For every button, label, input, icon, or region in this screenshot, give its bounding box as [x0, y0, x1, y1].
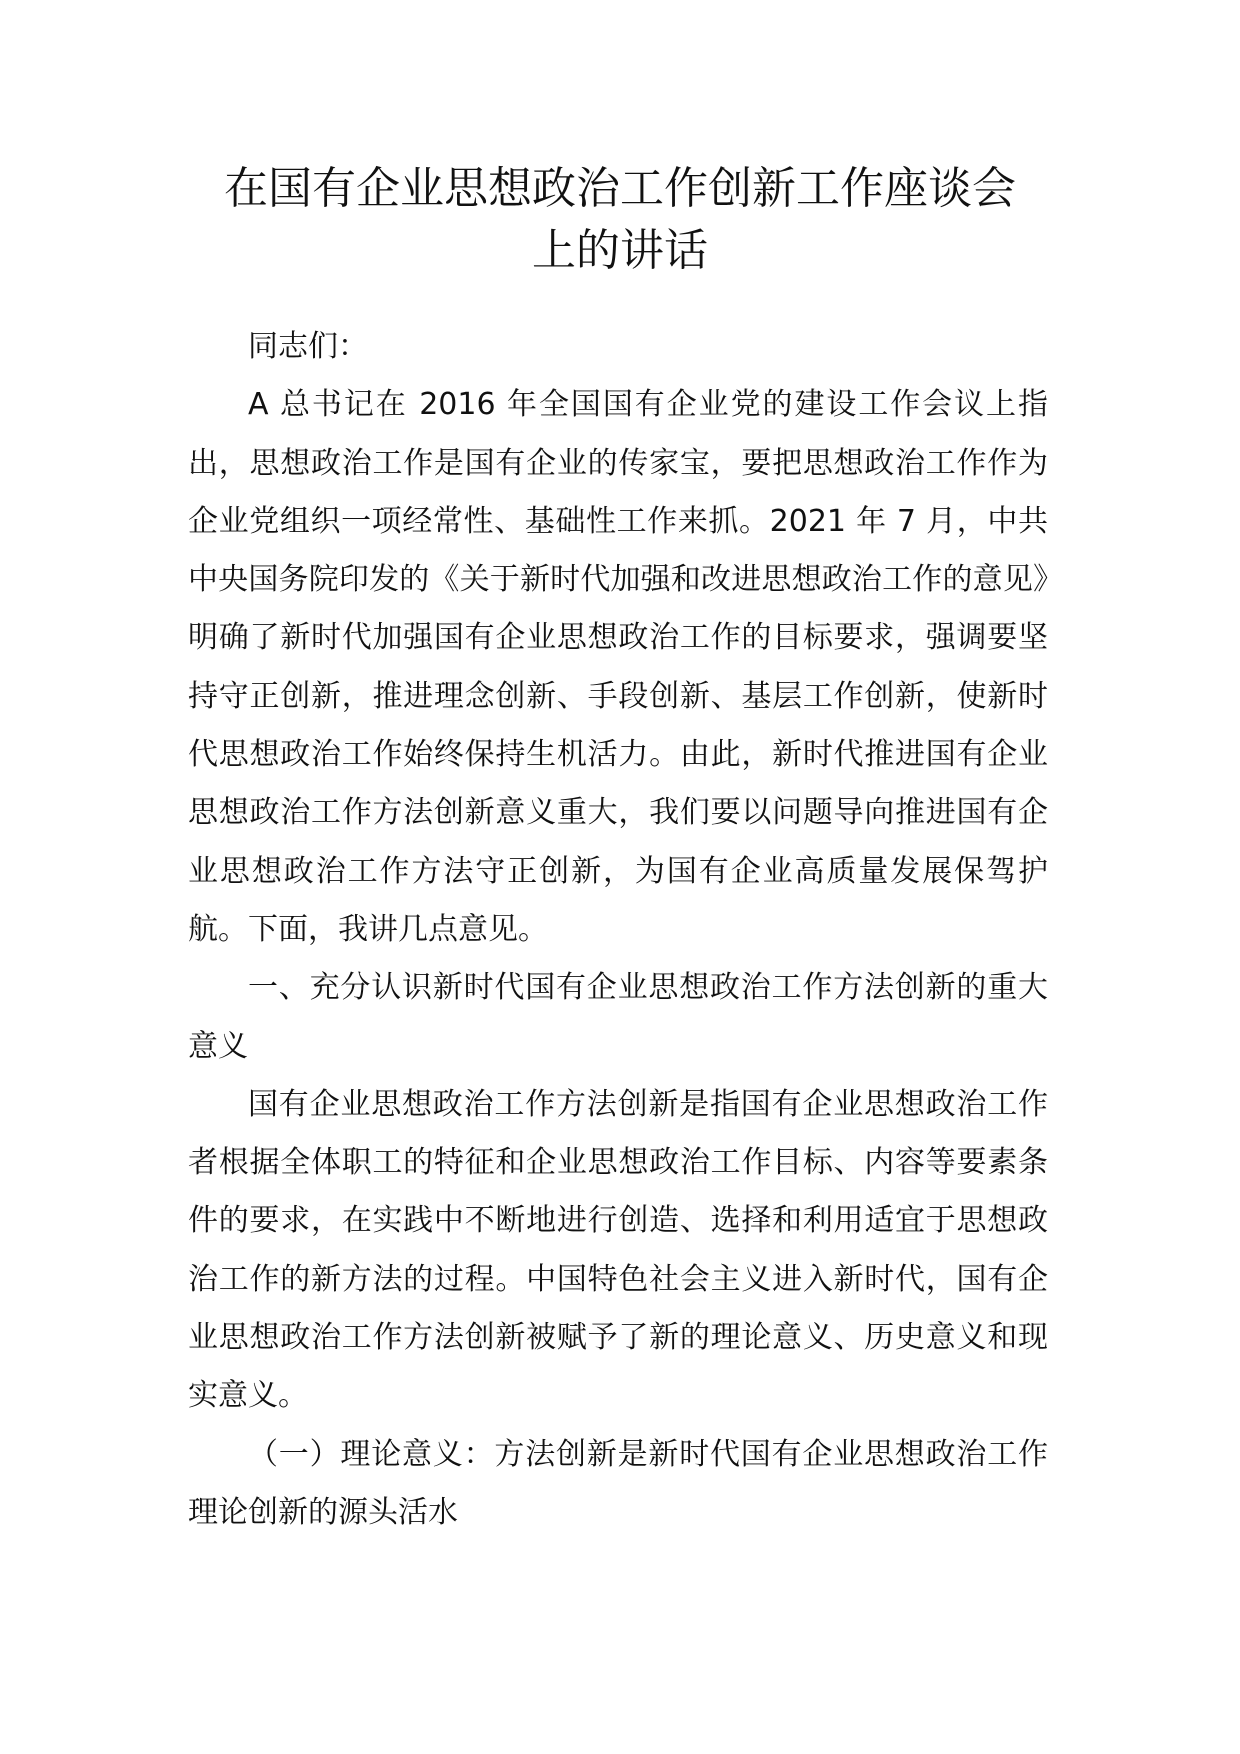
title-line-2: 上的讲话 — [532, 225, 708, 276]
paragraph-intro: A 总书记在 2016 年全国国有企业党的建设工作会议上指出，思想政治工作是国有企业的传家宝，要把思想政治工作作为企业党组织一项经常性、基础性工作来抓。2021 年 7 月，中共中央国务院印发的《关于新时代加强和改进思想政治工作的意见》明确了新时代加强国有企业思想政治工作的目标要求，强调要坚持守正创新，推进理念创新、手段创新、基层工作创新，使新时代思想政治工作始终保持生机活力。由此，新时代推进国有企业思想政治工作方法创新意义重大，我们要以问题导向推进国有企业思想政治工作方法守正创新，为国有企业高质量发展保驾护航。下面，我讲几点意见。 — [188, 387, 1048, 947]
salutation: 同志们： — [248, 329, 368, 364]
subsection-heading-1: （一）理论意义：方法创新是新时代国有企业思想政治工作理论创新的源头活水 — [188, 1436, 1048, 1530]
section-heading-1: 一、充分认识新时代国有企业思想政治工作方法创新的重大意义 — [188, 970, 1048, 1064]
paragraph-definition: 国有企业思想政治工作方法创新是指国有企业思想政治工作者根据全体职工的特征和企业思想政治工作目标、内容等要素条件的要求，在实践中不断地进行创造、选择和利用适宜于思想政治工作的新方法的过程。中国特色社会主义进入新时代，国有企业思想政治工作方法创新被赋予了新的理论意义、历史意义和现实意义。 — [188, 1086, 1048, 1414]
document-body — [188, 318, 1048, 1542]
document-title — [170, 158, 1070, 282]
title-line-1: 在国有企业思想政治工作创新工作座谈会 — [224, 163, 1016, 214]
